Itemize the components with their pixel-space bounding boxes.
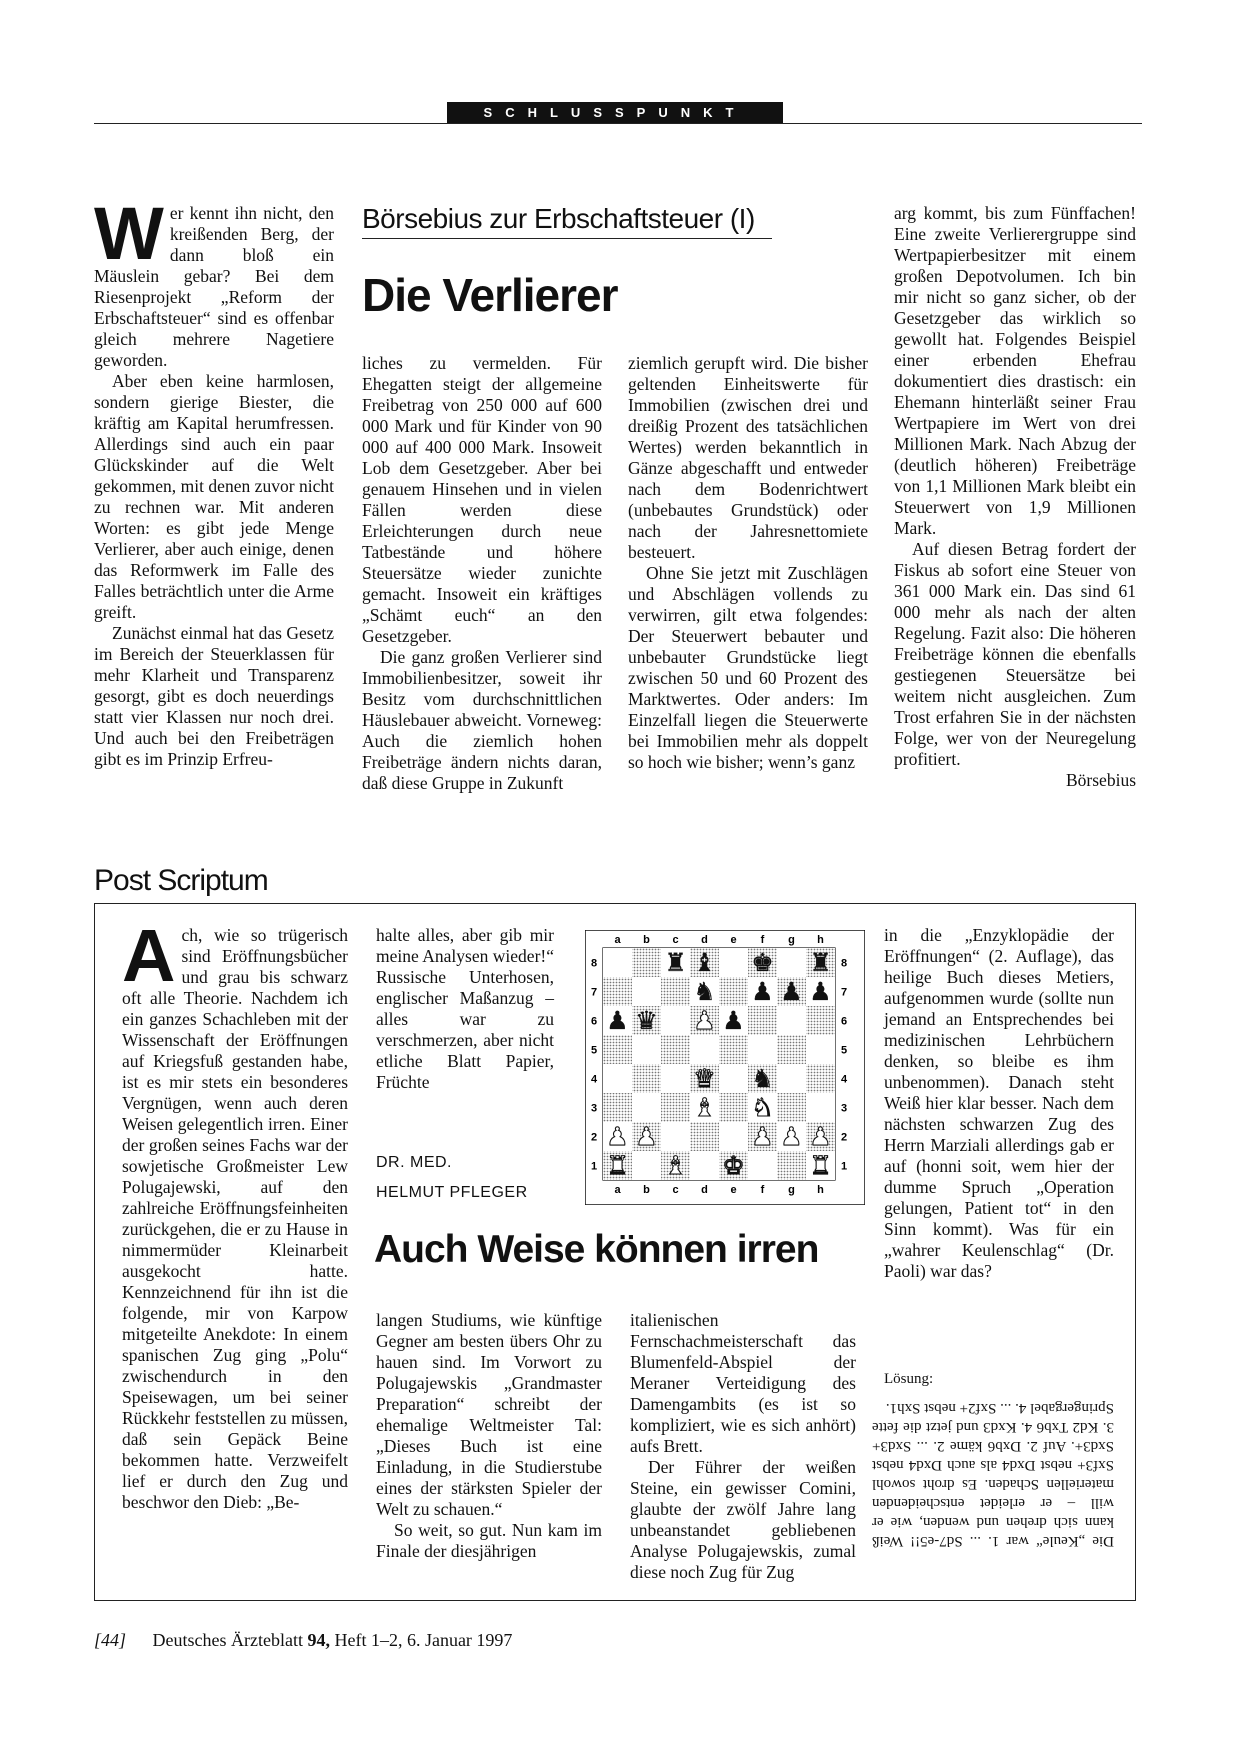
paragraph: Zunächst einmal hat das Gesetz im Bereich der Steuerklassen für mehr Klarheit und Transparenz gesorgt, gibt es doch neuerdings statt vier Klassen nur noch drei. Und auch bei den Freibeträgen gibt es im Prinzip Erfreu-	[94, 623, 334, 769]
chess-piece-wp-a2: ♟	[606, 1122, 629, 1152]
rank-label-left-7: 7	[590, 986, 598, 999]
board-square-b1	[632, 1151, 661, 1180]
chess-diagram	[585, 930, 865, 1205]
board-square-h4	[806, 1064, 835, 1093]
board-square-b7	[632, 977, 661, 1006]
board-square-d5	[690, 1035, 719, 1064]
paragraph: Aber eben keine harmlosen, sondern gierige Biester, die kräftig am Kapital herumfressen. Allerdings sind auch ein paar Glückskinder auf die Welt gekommen, mit denen zuvor nicht zu rechnen war. Mit anderen Worten: es gibt jede Menge Verlierer, aber auch einige, denen das Reformwerk im Falle des Falles beträchtlich unter die Arme greift.	[94, 371, 334, 622]
rank-label-right-5: 5	[840, 1044, 848, 1057]
paragraph: ziemlich gerupft wird. Die bisher geltenden Einheitswerte für Immobilien (zwischen drei und dreißig Prozent des tatsächlichen Wertes) werden bekanntlich in Gänze abgeschafft und entweder nach dem Bodenrichtwert (unbebautes Grundstück) oder nach der Jahresnettomiete besteuert.	[628, 353, 868, 562]
header-rule	[94, 123, 1142, 124]
file-label-bottom-g: g	[788, 1184, 795, 1196]
rank-label-left-3: 3	[590, 1102, 598, 1115]
article1-column-2	[362, 353, 602, 794]
paragraph: arg kommt, bis zum Fünffachen! Eine zweite Verlierergruppe sind Wertpapierbesitzer mit einem großen Depotvolumen. Ich bin mir nicht so ganz sicher, ob der Gesetzgeber das wirklich so gewollt hat. Folgendes Beispiel einer erbenden Ehefrau dokumentiert dies drastisch: ein Ehemann hinterläßt seiner Frau Wertpapiere im Wert von drei Millionen Mark. Nach Abzug der (deutlich höheren) Freibeträge von 1,1 Millionen Mark bleibt ein Steuerwert von 1,9 Millionen Mark.	[894, 203, 1136, 538]
board-square-e5	[719, 1035, 748, 1064]
file-label-top-h: h	[817, 934, 824, 946]
file-label-bottom-c: c	[672, 1184, 679, 1196]
chess-piece-bn-f4: ♞	[751, 1064, 774, 1094]
file-label-top-e: e	[730, 934, 737, 946]
author-title: DR. MED.	[376, 1154, 452, 1171]
chess-piece-bp-e6: ♟	[722, 1006, 745, 1036]
section-title: Post Scriptum	[94, 864, 268, 897]
board-square-c3	[661, 1093, 690, 1122]
issue-info: Heft 1–2, 6. Januar 1997	[334, 1630, 513, 1650]
board-square-g6	[777, 1006, 806, 1035]
board-square-e2	[719, 1122, 748, 1151]
paragraph: Die ganz großen Verlierer sind Immobilienbesitzer, soweit ihr Besitz vom durchschnittlichen Häuslebauer abweicht. Vorneweg: Auch die ziemlich hohen Freibeträge ändern nichts daran, daß diese Gruppe in Zukunft	[362, 647, 602, 793]
paragraph: Ohne Sie jetzt mit Zuschlägen und Abschlägen vollends zu verwirren, gilt etwa folgendes: Der Steuerwert bebauter und unbebauter Grundstücke liegt zwischen 50 und 60 Prozent des Marktwertes. Oder anders: Im Einzelfall liegen die Steuerwerte bei Immobilien mehr als doppelt so hoch wie bisher; wenn’s ganz	[628, 563, 868, 772]
chess-piece-bp-g7: ♟	[780, 977, 803, 1007]
article-headline: Die Verlierer	[362, 269, 618, 321]
article1-column-3	[628, 353, 868, 773]
chess-piece-wp-h2: ♟	[809, 1122, 832, 1152]
board-square-b5	[632, 1035, 661, 1064]
article2-column-2-top	[376, 925, 554, 1093]
article2-column-2-bottom	[376, 1310, 602, 1562]
rank-label-left-2: 2	[590, 1131, 598, 1144]
chess-piece-wn-f3: ♞	[751, 1093, 774, 1123]
board-square-d2	[690, 1122, 719, 1151]
board-square-b3	[632, 1093, 661, 1122]
chess-piece-wr-h1: ♜	[809, 1151, 832, 1181]
rank-label-right-1: 1	[840, 1160, 848, 1173]
section-tag: SCHLUSSPUNKT	[447, 102, 783, 123]
article2-column-1	[122, 914, 348, 1513]
rank-label-right-4: 4	[840, 1073, 848, 1086]
file-label-top-b: b	[643, 934, 650, 946]
paragraph: langen Studiums, wie künftige Gegner am besten übers Ohr zu hauen sind. Im Vorwort zu Polugajewskis „Grandmaster Preparation“ schreibt der ehemalige Weltmeister Tal: „Dieses Buch ist eine Einladung, in die Studierstube eines der stärksten Spieler der Welt zu schauen.“	[376, 1310, 602, 1519]
file-label-bottom-e: e	[730, 1184, 737, 1196]
file-label-bottom-f: f	[760, 1184, 765, 1196]
paragraph: Auf diesen Betrag fordert der Fiskus ab sofort eine Steuer von 361 000 Mark ein. Das sind 61 000 mehr als nach der alten Regelung. Fazit also: Die höheren Freibeträge können die ebenfalls gestiegenen Steuersätze bei weitem nicht ausgleichen. Zum Trost erfahren Sie in der nächsten Folge, wer von der Neuregelung profitiert.	[894, 539, 1136, 769]
file-label-bottom-a: a	[614, 1184, 621, 1196]
chess-piece-wp-f2: ♟	[751, 1122, 774, 1152]
board-square-d1	[690, 1151, 719, 1180]
board-square-e4	[719, 1064, 748, 1093]
board-square-a7	[603, 977, 632, 1006]
board-square-e3	[719, 1093, 748, 1122]
paragraph: er kennt ihn nicht, den kreißenden Berg, der dann bloß ein Mäuslein gebar? Bei dem Riesenprojekt „Reform der Erbschaftsteuer“ sind es offenbar gleich mehrere Nagetiere geworden.	[94, 203, 334, 370]
chess-piece-bk-f8: ♚	[751, 948, 774, 978]
paragraph: halte alles, aber gib mir meine Analysen wieder!“ Russische Unterhosen, englischer Maßanzug – alles war zu verschmerzen, aber nicht etliche Blatt Papier, Früchte	[376, 925, 554, 1092]
board-square-a8	[603, 948, 632, 977]
chess-piece-bp-f7: ♟	[751, 977, 774, 1007]
board-square-e8	[719, 948, 748, 977]
chess-piece-wr-a1: ♜	[606, 1151, 629, 1181]
author-name: HELMUT PFLEGER	[376, 1184, 528, 1201]
signature: Börsebius	[1066, 770, 1136, 790]
article-headline: Auch Weise können irren	[374, 1228, 819, 1271]
file-label-bottom-b: b	[643, 1184, 650, 1196]
board-square-c5	[661, 1035, 690, 1064]
board-square-e7	[719, 977, 748, 1006]
paragraph: italienischen Fernschachmeisterschaft das Blumenfeld-Abspiel der Meraner Verteidigung des Damengambits (es ist so kompliziert, wie es sich anhört) aufs Brett.	[630, 1310, 856, 1456]
chess-piece-wb-d3: ♝	[693, 1093, 716, 1123]
board-square-c4	[661, 1064, 690, 1093]
chess-piece-br-c8: ♜	[664, 948, 687, 978]
solution-label: Lösung:	[884, 1371, 934, 1387]
board-square-h5	[806, 1035, 835, 1064]
file-label-top-f: f	[760, 934, 765, 946]
paragraph: liches zu vermelden. Für Ehegatten steigt der allgemeine Freibetrag von 250 000 auf 600 000 Mark und für Kinder von 90 000 auf 400 000 Mark. Insoweit Lob dem Gesetzgeber. Aber bei genauem Hinsehen und in vielen Fällen werden diese Erleichterungen durch neue Tatbestände und höhere Steuersätze wieder zunichte gemacht. Insoweit ein kräftiges „Schämt euch“ an den Gesetzgeber.	[362, 353, 602, 646]
chess-piece-bn-d7: ♞	[693, 977, 716, 1007]
board-square-f1	[748, 1151, 777, 1180]
board-square-c6	[661, 1006, 690, 1035]
rank-label-right-6: 6	[840, 1015, 848, 1028]
rank-label-left-5: 5	[590, 1044, 598, 1057]
article1-column-1	[94, 192, 334, 770]
board-square-g4	[777, 1064, 806, 1093]
publication-name: Deutsches Ärzteblatt	[152, 1630, 303, 1650]
volume-number: 94,	[307, 1630, 330, 1650]
rank-label-left-1: 1	[590, 1160, 598, 1173]
rank-label-left-6: 6	[590, 1015, 598, 1028]
board-square-h6	[806, 1006, 835, 1035]
board-square-g8	[777, 948, 806, 977]
chess-piece-bp-a6: ♟	[606, 1006, 629, 1036]
dropcap-w: W	[94, 192, 164, 275]
article1-column-4	[894, 203, 1136, 791]
file-label-top-c: c	[672, 934, 679, 946]
rank-label-right-3: 3	[840, 1102, 848, 1115]
chess-piece-wp-g2: ♟	[780, 1122, 803, 1152]
rank-label-left-8: 8	[590, 957, 598, 970]
page-number: [44]	[94, 1630, 127, 1650]
board-square-a3	[603, 1093, 632, 1122]
board-square-a5	[603, 1035, 632, 1064]
rank-label-right-2: 2	[840, 1131, 848, 1144]
article2-column-3-bottom	[630, 1310, 856, 1583]
paragraph: So weit, so gut. Nun kam im Finale der diesjährigen	[376, 1520, 602, 1561]
board-square-g1	[777, 1151, 806, 1180]
article2-column-4	[884, 925, 1114, 1282]
chess-piece-wp-b2: ♟	[635, 1122, 658, 1152]
paragraph: ch, wie so trügerisch sind Eröffnungsbücher und grau bis schwarz oft alle Theorie. Nachdem ich ein ganzes Schachleben mit der Wissenschaft der Eröffnungen auf Kriegsfuß gestanden habe, ist es mir stets ein besonderes Vergnügen, wenn auch deren Weisen gelegentlich irren. Einer der großen seines Fachs war der sowjetische Großmeister Lew Polugajewski, auf den zahlreiche Eröffnungsfeinheiten zurückgehen, die er zu Hause in nimmermüder Kleinarbeit ausgekocht hatte. Kennzeichnend für ihn ist die folgende, mir von Karpow mitgeteilte Anekdote: In einem spanischen Zug ging „Polu“ zwischendurch in den Speisewagen, um bei seiner Rückkehr feststellen zu müssen, daß sein Gepäck Beine bekommen hatte. Verzweifelt lief er durch den Zug und beschwor den Dieb: „Be-	[122, 925, 348, 1512]
file-label-bottom-d: d	[701, 1184, 708, 1196]
board-square-g5	[777, 1035, 806, 1064]
board-square-b8	[632, 948, 661, 977]
rank-label-right-8: 8	[840, 957, 848, 970]
chess-piece-wk-e1: ♚	[722, 1151, 745, 1181]
chess-piece-wq-d4: ♛	[693, 1064, 716, 1094]
file-label-top-g: g	[788, 934, 795, 946]
article-kicker: Börsebius zur Erbschaftsteuer (I)	[362, 203, 772, 239]
chess-piece-bp-h7: ♟	[809, 977, 832, 1007]
author-byline	[376, 1148, 528, 1208]
file-label-top-a: a	[614, 934, 621, 946]
rank-label-left-4: 4	[590, 1073, 598, 1086]
board-square-c7	[661, 977, 690, 1006]
paragraph: Der Führer der weißen Steine, ein gewisser Comini, glaubte der zwölf Jahre lang unbeanstandet gebliebenen Analyse Polugajewskis, zumal diese noch Zug für Zug	[630, 1457, 856, 1582]
board-square-b4	[632, 1064, 661, 1093]
chess-piece-bq-b6: ♛	[635, 1006, 658, 1036]
board-square-c2	[661, 1122, 690, 1151]
board-square-a4	[603, 1064, 632, 1093]
file-label-bottom-h: h	[817, 1184, 824, 1196]
dropcap-a: A	[122, 914, 176, 997]
board-square-f6	[748, 1006, 777, 1035]
rank-label-right-7: 7	[840, 986, 848, 999]
chess-piece-br-h8: ♜	[809, 948, 832, 978]
paragraph: in die „Enzyklopädie der Eröffnungen“ (2. Auflage), das heilige Buch dieses Metiers, aufgenommen wurde (sollte nun jemand an Entsprechendes bei medizinischen Lehrbüchern denken, so bleibe es ihm unbenommen). Danach steht Weiß hier klar besser. Nach dem nächsten schwarzen Zug des Herrn Marziali allerdings gab er auf (honni soit, wem hier der dumme Spruch „Operation gelungen, Patient tot“ in den Sinn kommt). Was für ein „wahrer Keulenschlag“ (Dr. Paoli) war das?	[884, 925, 1114, 1281]
file-label-top-d: d	[701, 934, 708, 946]
board-square-g3	[777, 1093, 806, 1122]
chess-piece-wp-d6: ♟	[693, 1006, 716, 1036]
chess-piece-bb-d8: ♝	[693, 948, 716, 978]
solution-text-upside-down: Die „Keule“ war 1. ... Sd7-e5!! Weiß kann sich drehen und wenden, wie er will – er erleidet entscheidenden materiellen Schaden. Es droht sowohl Sxf3+ nebst Dxd4 als auch Dxd4 nebst Sxd3+. Auf 2. Dxb6 käme 2. ... Sxd3+ 3. Kd2 Txb6 4. Kxd3 und jetzt die fette Springergabel 4. ... Sxf2+ nebst Sxh1.	[872, 1400, 1114, 1549]
board-square-h3	[806, 1093, 835, 1122]
board-square-f5	[748, 1035, 777, 1064]
page-footer	[94, 1630, 512, 1651]
chess-piece-wb-c1: ♝	[664, 1151, 687, 1181]
